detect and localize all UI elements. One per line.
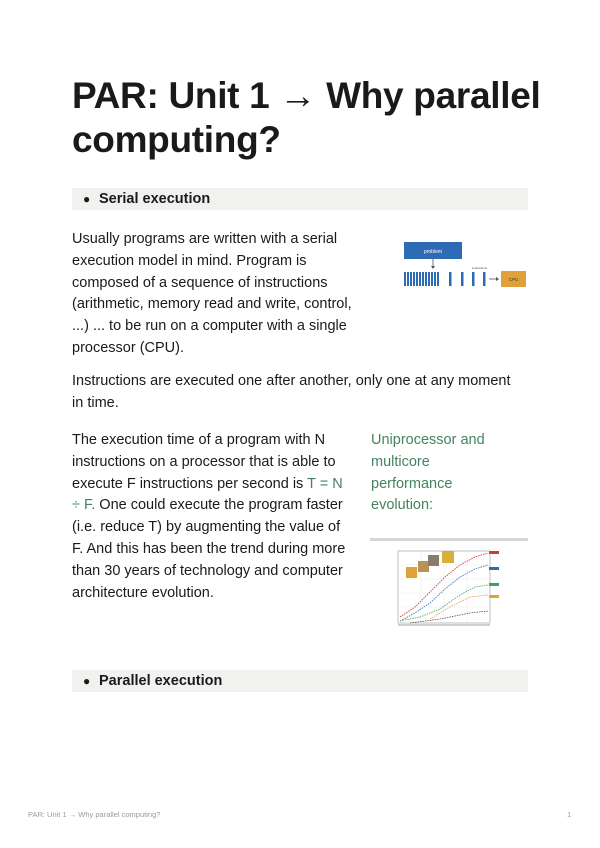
- performance-figure-caption: Uniprocessor and multicore performance evolution:: [371, 432, 485, 514]
- section-header-serial: [72, 188, 528, 210]
- para3-text-after: One could execute the program faster (i.e. reduce T) by augmenting the value of F. And this has been the trend during more than 30 years of technology and computer architecture evolution.: [72, 497, 346, 601]
- section-label: Serial execution: [99, 191, 211, 207]
- para3-text-before: The execution time of a program with N instructions on a processor that is able to execute F instructions per second is: [72, 432, 336, 492]
- cpu-label: CPU: [508, 277, 519, 282]
- footer-title: PAR: Unit 1 → Why parallel computing?: [28, 810, 161, 819]
- section-header-parallel: [72, 670, 528, 692]
- bullet-icon: ●: [83, 674, 91, 688]
- instruction-bars: [404, 272, 486, 286]
- instructions-label: instructions: [472, 266, 488, 270]
- serial-execution-diagram: [400, 240, 528, 290]
- serial-paragraph-3: [72, 430, 352, 604]
- serial-paragraph-2: Instructions are executed one after another, only one at any moment in time.: [72, 373, 511, 411]
- performance-evolution-figure: [370, 537, 528, 627]
- section-label: Parallel execution: [99, 673, 223, 689]
- serial-paragraph-1: Usually programs are written with a serial execution model in mind. Program is composed of a sequence of instructions (arithmetic, memory read and write, control, ...) ... to be run on a computer with a single processor (CPU).: [72, 231, 352, 356]
- formula-period: .: [91, 497, 96, 514]
- problem-label: problem: [423, 249, 443, 255]
- execution-time-formula: T = N ÷ F: [72, 475, 343, 514]
- page-number: 1: [567, 810, 572, 819]
- page-title: PAR: Unit 1 → Why parallel computing?: [72, 75, 541, 160]
- bullet-icon: ●: [83, 192, 91, 206]
